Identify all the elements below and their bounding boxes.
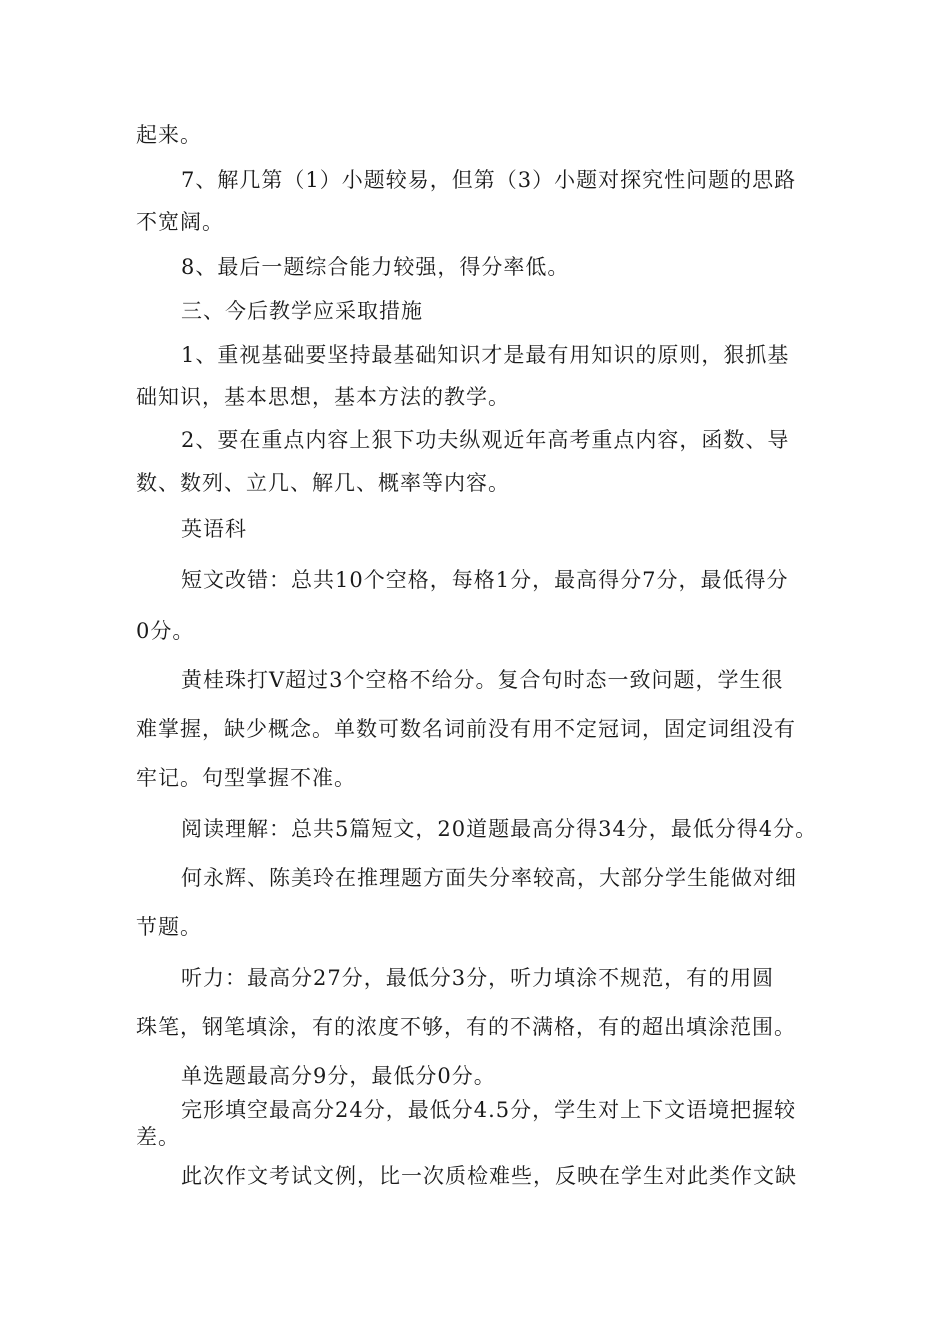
text-line: 何永辉、陈美玲在推理题方面失分率较高，大部分学生能做对细: [181, 866, 797, 890]
text-line: 2、要在重点内容上狠下功夫纵观近年高考重点内容，函数、导: [181, 428, 790, 452]
text-line: 珠笔，钢笔填涂，有的浓度不够，有的不满格，有的超出填涂范围。: [136, 1015, 796, 1039]
text-line: 差。: [136, 1125, 180, 1149]
text-line: 完形填空最高分24分，最低分4.5分，学生对上下文语境把握较: [181, 1098, 797, 1122]
subject-heading: 英语科: [181, 517, 247, 541]
text-line: 阅读理解：总共5篇短文，20道题最高分得34分，最低分得4分。: [181, 817, 818, 841]
text-line: 础知识，基本思想，基本方法的教学。: [136, 385, 510, 409]
text-line: 起来。: [136, 123, 202, 147]
text-line: 短文改错：总共10个空格，每格1分，最高得分7分，最低得分: [181, 568, 789, 592]
text-line: 8、最后一题综合能力较强，得分率低。: [181, 255, 570, 279]
text-line: 数、数列、立几、解几、概率等内容。: [136, 471, 510, 495]
text-line: 节题。: [136, 915, 202, 939]
section-heading: 三、今后教学应采取措施: [181, 299, 423, 323]
text-line: 听力：最高分27分，最低分3分，听力填涂不规范，有的用圆: [181, 966, 775, 990]
text-line: 难掌握，缺少概念。单数可数名词前没有用不定冠词，固定词组没有: [136, 717, 796, 741]
text-line: 1、重视基础要坚持最基础知识才是最有用知识的原则，狠抓基: [181, 343, 790, 367]
text-line: 0分。: [136, 619, 195, 643]
text-line: 黄桂珠打V超过3个空格不给分。复合句时态一致问题，学生很: [181, 668, 784, 692]
text-line: 7、解几第（1）小题较易，但第（3）小题对探究性问题的思路: [181, 168, 797, 192]
text-line: 单选题最高分9分，最低分0分。: [181, 1064, 496, 1088]
text-line: 不宽阔。: [136, 210, 224, 234]
text-line: 此次作文考试文例，比一次质检难些，反映在学生对此类作文缺: [181, 1164, 797, 1188]
text-line: 牢记。句型掌握不准。: [136, 766, 356, 790]
